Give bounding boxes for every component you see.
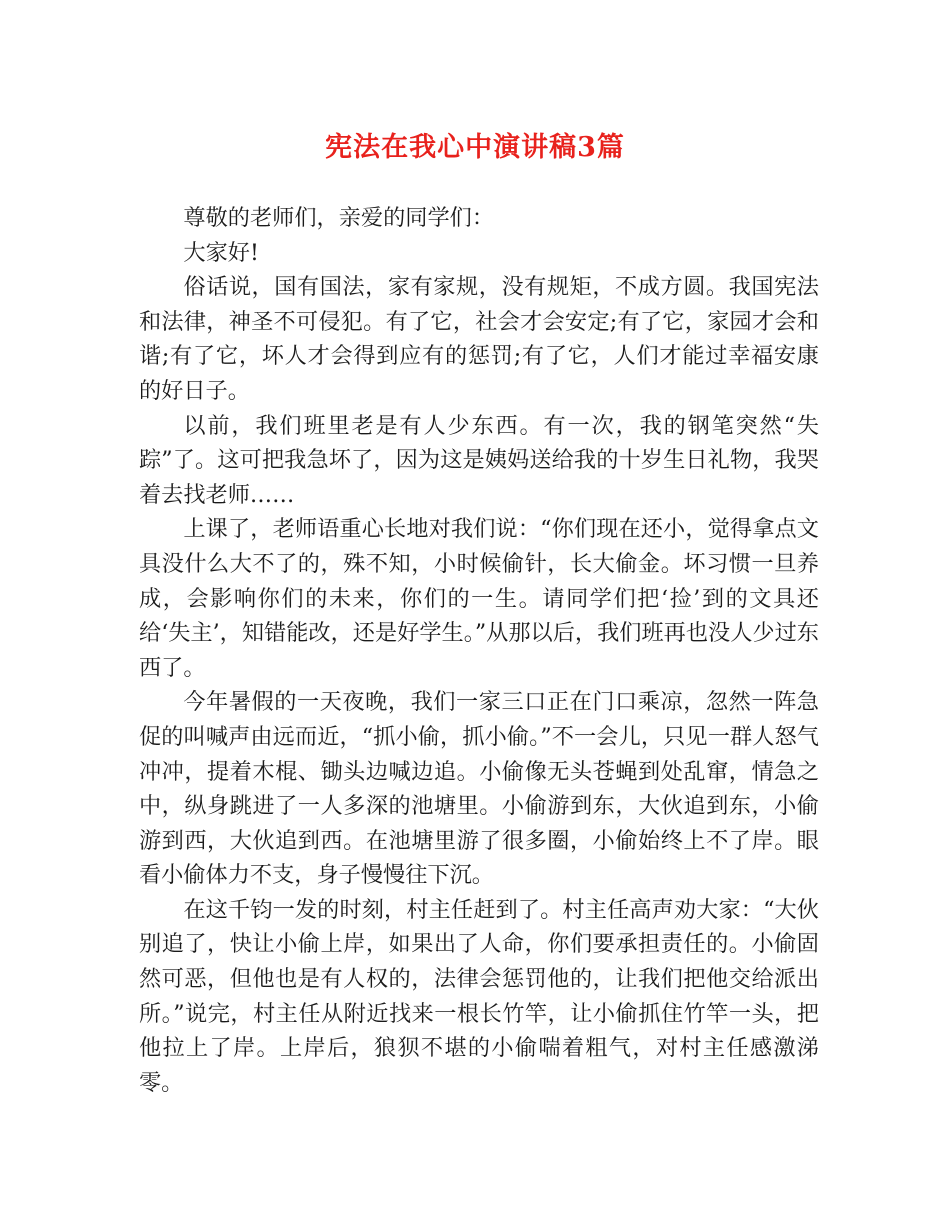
body-paragraph: 在这千钧一发的时刻，村主任赶到了。村主任高声劝大家：“大伙别追了，快让小偷上岸，如果出了人命，你们要承担责任的。小偷固然可恶，但他也是有人权的，法律会惩罚他的，让我们把他交给派出所。”说完，村主任从附近找来一根长竹竿，让小偷抓住竹竿一头，把他拉上了岸。上岸后，狼狈不堪的小偷喘着粗气，对村主任感激涕零。 (139, 896, 819, 1096)
document-title: 宪法在我心中演讲稿3篇 (325, 132, 625, 163)
body-paragraph: 上课了，老师语重心长地对我们说：“你们现在还小，觉得拿点文具没什么大不了的，殊不知，小时候偷针，长大偷金。坏习惯一旦养成，会影响你们的未来，你们的一生。请同学们把‘捡’到的文具还给‘失主’，知错能改，还是好学生。”从那以后，我们班再也没人少过东西了。 (139, 516, 819, 681)
body-paragraph: 俗话说，国有国法，家有家规，没有规矩，不成方圆。我国宪法和法律，神圣不可侵犯。有了它，社会才会安定;有了它，家园才会和谐;有了它，坏人才会得到应有的惩罚;有了它，人们才能过幸福安康的好日子。 (139, 274, 819, 404)
greeting: 大家好! (183, 239, 259, 266)
body-paragraph: 今年暑假的一天夜晚，我们一家三口正在门口乘凉，忽然一阵急促的叫喊声由远而近，“抓小偷，抓小偷。”不一会儿，只见一群人怒气冲冲，提着木棍、锄头边喊边追。小偷像无头苍蝇到处乱窜，情急之中，纵身跳进了一人多深的池塘里。小偷游到东，大伙追到东，小偷游到西，大伙追到西。在池塘里游了很多圈，小偷始终上不了岸。眼看小偷体力不支，身子慢慢往下沉。 (139, 689, 819, 889)
document-body (139, 201, 819, 1100)
body-paragraph: 以前，我们班里老是有人少东西。有一次，我的钢笔突然“失踪”了。这可把我急坏了，因为这是姨妈送给我的十岁生日礼物，我哭着去找老师…… (139, 412, 819, 508)
salutation: 尊敬的老师们，亲爱的同学们： (183, 205, 495, 231)
